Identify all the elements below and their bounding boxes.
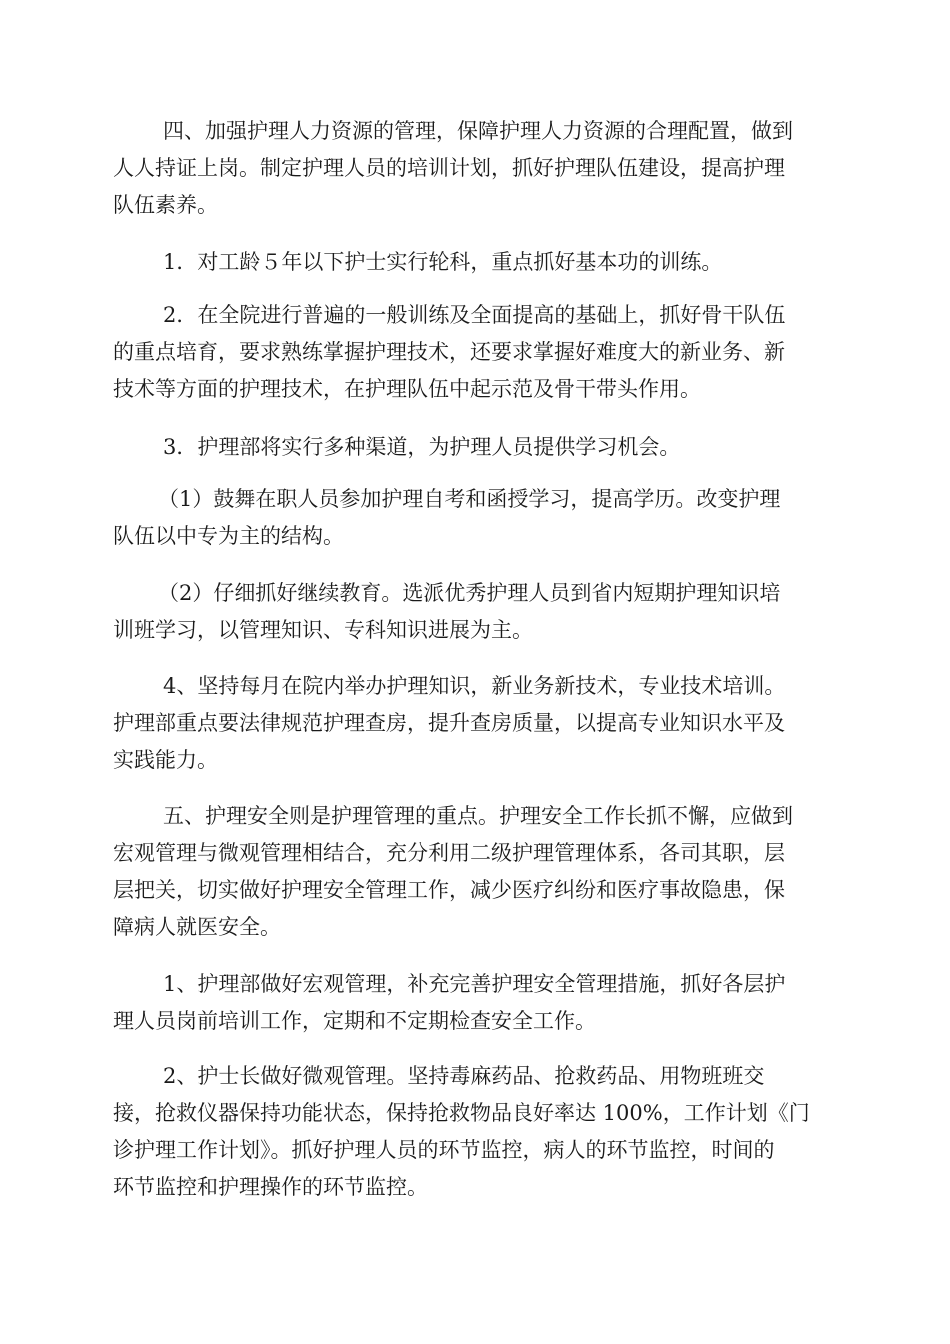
- text-line: 五、护理安全则是护理管理的重点。护理安全工作长抓不懈，应做到: [163, 804, 793, 828]
- text-line: 队伍以中专为主的结构。: [113, 524, 344, 548]
- paragraph-item-1: [113, 244, 833, 281]
- text-line: 1．对工龄５年以下护士实行轮科，重点抓好基本功的训练。: [163, 250, 723, 274]
- text-line: 诊护理工作计划》。抓好护理人员的环节监控，病人的环节监控，时间的: [113, 1138, 775, 1162]
- text-line: 理人员岗前培训工作，定期和不定期检查安全工作。: [113, 1009, 596, 1033]
- text-line: 实践能力。: [113, 748, 218, 772]
- text-line: 宏观管理与微观管理相结合，充分利用二级护理管理体系，各司其职，层: [113, 841, 785, 865]
- text-line: 1、护理部做好宏观管理，补充完善护理安全管理措施，抓好各层护: [163, 972, 786, 996]
- text-line: 技术等方面的护理技术，在护理队伍中起示范及骨干带头作用。: [113, 377, 701, 401]
- paragraph-sub-item-1: [113, 481, 833, 555]
- text-line: 接，抢救仪器保持功能状态，保持抢救物品良好率达 100%，工作计划《门: [113, 1101, 810, 1125]
- text-line: 队伍素养。: [113, 193, 218, 217]
- text-line: 护理部重点要法律规范护理查房，提升查房质量，以提高专业知识水平及: [113, 711, 785, 735]
- paragraph-section-five-item-2: [113, 1058, 833, 1206]
- text-line: 层把关，切实做好护理安全管理工作，减少医疗纠纷和医疗事故隐患，保: [113, 878, 785, 902]
- text-line: 障病人就医安全。: [113, 915, 281, 939]
- paragraph-item-4: [113, 668, 833, 779]
- text-line: （1）鼓舞在职人员参加护理自考和函授学习，提高学历。改变护理: [158, 487, 781, 511]
- paragraph-sub-item-2: [113, 575, 833, 649]
- text-line: 环节监控和护理操作的环节监控。: [113, 1175, 428, 1199]
- text-line: 训班学习，以管理知识、专科知识进展为主。: [113, 618, 533, 642]
- text-line: 四、加强护理人力资源的管理，保障护理人力资源的合理配置，做到: [163, 119, 793, 143]
- text-line: （2）仔细抓好继续教育。选派优秀护理人员到省内短期护理知识培: [158, 581, 781, 605]
- paragraph-section-five-item-1: [113, 966, 833, 1040]
- paragraph-item-2: [113, 297, 833, 408]
- text-line: 4、坚持每月在院内举办护理知识，新业务新技术，专业技术培训。: [163, 674, 786, 698]
- paragraph-section-four: [113, 113, 833, 224]
- text-line: 的重点培育，要求熟练掌握护理技术，还要求掌握好难度大的新业务、新: [113, 340, 785, 364]
- text-line: 人人持证上岗。制定护理人员的培训计划，抓好护理队伍建设，提高护理: [113, 156, 785, 180]
- paragraph-item-3: [113, 429, 833, 466]
- paragraph-section-five: [113, 798, 833, 946]
- text-line: 2、护士长做好微观管理。坚持毒麻药品、抢救药品、用物班班交: [163, 1064, 765, 1088]
- text-line: 3．护理部将实行多种渠道，为护理人员提供学习机会。: [163, 435, 681, 459]
- text-line: 2．在全院进行普遍的一般训练及全面提高的基础上，抓好骨干队伍: [163, 303, 786, 327]
